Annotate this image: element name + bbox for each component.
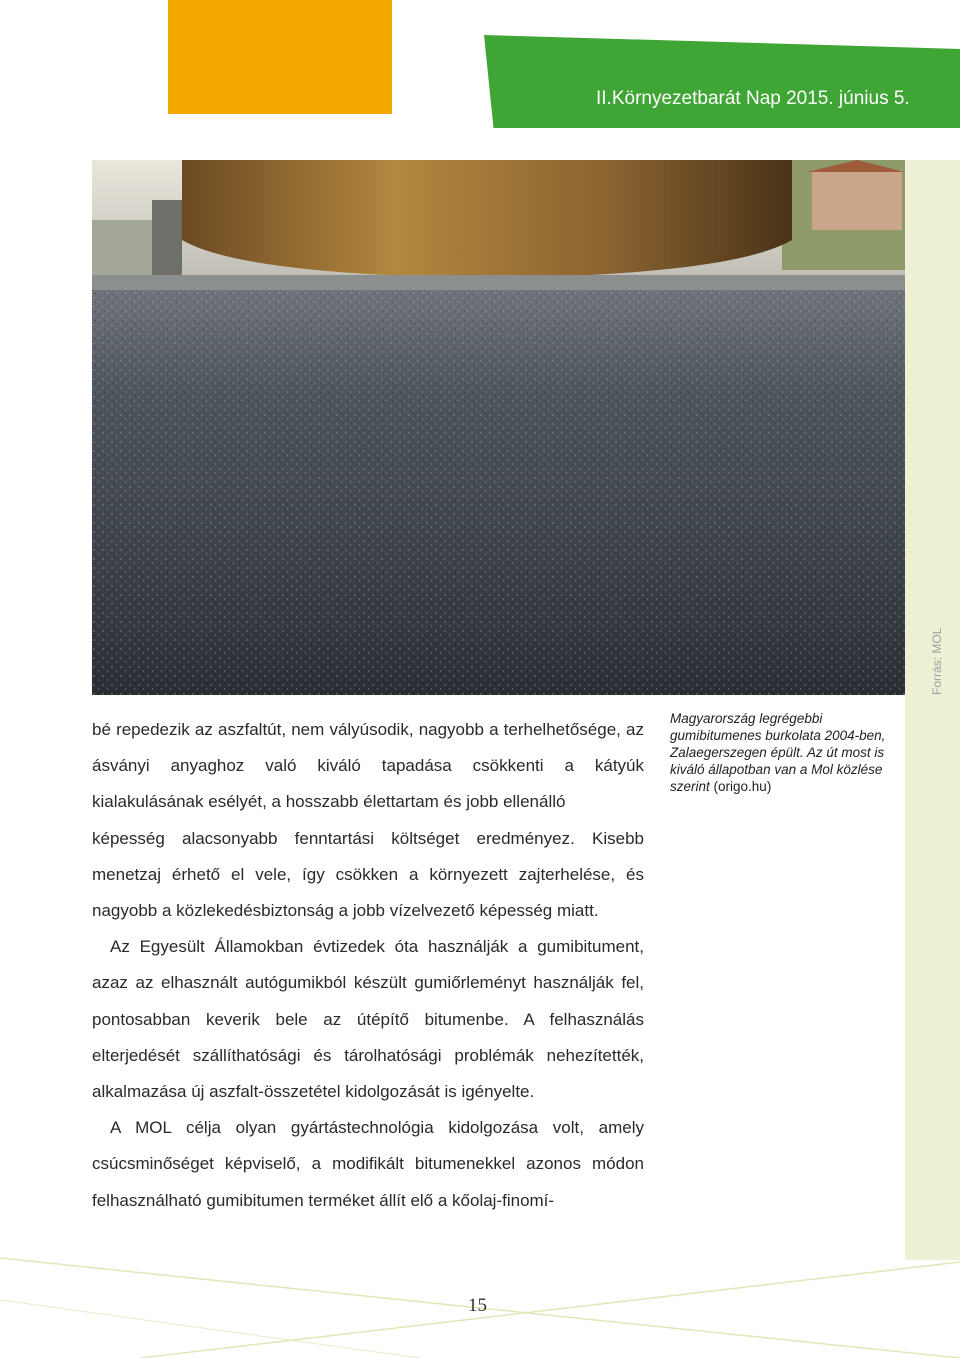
header-title: II.Környezetbarát Nap 2015. június 5.	[596, 88, 910, 109]
article-body	[92, 712, 644, 1219]
paragraph-1-end: képesség alacsonyabb fenntartási költséget eredményez. Kisebb menetzaj érhető el vele, így csökken a környezett zajterhelése, és nagyobb a közlekedésbiztonság a jobb vízelvezető képesség miatt.	[92, 828, 644, 921]
asphalt-road-photo	[92, 160, 905, 695]
paragraph-1-start: bé repedezik az aszfaltút, nem vályúsodik, nagyobb a terhelhetősége, az ásványi anyaghoz való kiváló tapadása csökkenti a kátyúk kialakulásának esélyét, a hosszabb élettartam és jobb ellenálló	[92, 720, 644, 812]
paragraph-3: A MOL célja olyan gyártástechnológia kidolgozása volt, amely csúcsminőséget képviselő, a modifikált bitumenekkel azonos módon felhasználható gumibitumen terméket állít elő a kőolaj-finomí-	[92, 1118, 644, 1210]
side-decor-panel	[905, 160, 960, 1260]
paragraph-2: Az Egyesült Államokban évtizedek óta használják a gumibitument, azaz az elhasznált autógumikból készült gumiőrleményt használják fel, pontosabban keverik bele az útépítő bitumenbe. A felhasználás elterjedését szállíthatósági és tárolhatósági problémák nehezítették, alkalmazása új aszfalt-összetétel kidolgozását is igényelte.	[92, 937, 644, 1102]
caption-text: Magyarország legrégebbi gumibitumenes burkolata 2004-ben, Zalaegerszegen épült. Az út most is kiváló állapotban van a Mol közlése szerint	[670, 711, 886, 794]
header-green-banner	[484, 35, 960, 128]
photo-caption	[670, 710, 905, 795]
header-orange-block	[168, 0, 392, 114]
caption-source: (origo.hu)	[713, 779, 772, 794]
page-number: 15	[468, 1295, 487, 1316]
photo-credit: Forrás: MOL	[930, 627, 944, 695]
